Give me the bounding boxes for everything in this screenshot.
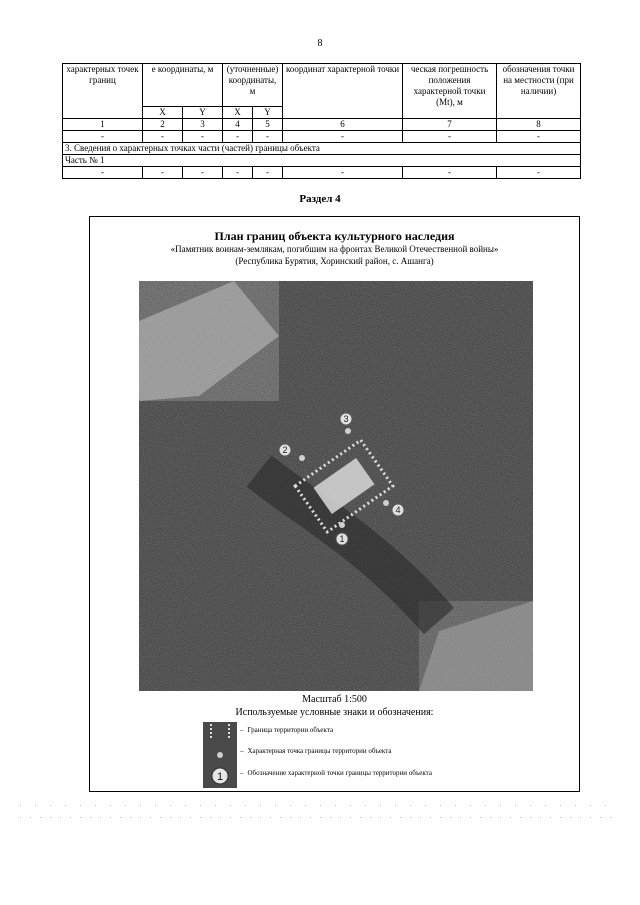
legend-label: Обозначение характерной точки границы территории объекта — [247, 769, 432, 777]
table-cell: - — [497, 167, 581, 179]
table-cell: - — [223, 131, 253, 143]
legend-item — [240, 747, 392, 755]
legend-label: Граница территории объекта — [247, 726, 334, 734]
table-subheader-cell: Y — [183, 107, 223, 119]
table-header-cell: обозначения точки на местности (при наличии) — [497, 64, 581, 119]
table-section-cell: 3. Сведения о характерных точках части (частей) границы объекта — [63, 143, 581, 155]
legend-point-icon — [217, 752, 223, 758]
point-label: 4 — [395, 505, 401, 515]
scan-artifact — [20, 817, 620, 818]
table-cell: - — [143, 131, 183, 143]
table-row — [63, 167, 581, 179]
table-cell: - — [183, 131, 223, 143]
plan-frame — [89, 216, 580, 792]
legend-swatch — [203, 722, 237, 788]
legend-point-number: 1 — [216, 771, 224, 783]
aerial-photo — [139, 281, 533, 691]
table-cell: - — [253, 131, 283, 143]
point-label: 3 — [343, 414, 349, 424]
plan-subtitle: «Памятник воинам-землякам, погибшим на фронтах Великой Отечественной войны» — [170, 244, 499, 254]
table-cell: - — [63, 167, 143, 179]
table-part-cell: Часть № 1 — [63, 155, 581, 167]
legend-label: Характерная точка границы территории объекта — [247, 747, 392, 755]
table-header-cell: (уточненные) координаты, м — [223, 64, 283, 107]
plan-scale: Масштаб 1:500 — [302, 694, 367, 705]
table-cell: 5 — [253, 119, 283, 131]
point-label: 1 — [339, 534, 345, 544]
table-cell: - — [223, 167, 253, 179]
scan-artifact — [20, 805, 620, 806]
coordinates-table — [62, 63, 581, 179]
table-header-cell: координат характерной точки — [283, 64, 403, 119]
table-row — [63, 143, 581, 155]
legend-title: Используемые условные знаки и обозначения: — [235, 707, 434, 718]
table-cell: - — [403, 131, 497, 143]
section-title: Раздел 4 — [299, 193, 341, 205]
table-cell: - — [497, 131, 581, 143]
table-header-cell: е координаты, м — [143, 64, 223, 107]
table-row — [63, 131, 581, 143]
table-cell: - — [183, 167, 223, 179]
legend-dash: – — [240, 726, 244, 734]
table-cell: 7 — [403, 119, 497, 131]
table-cell: 2 — [143, 119, 183, 131]
legend-dash: – — [240, 747, 244, 755]
table-cell: 4 — [223, 119, 253, 131]
table-cell: 1 — [63, 119, 143, 131]
legend-item — [240, 726, 333, 734]
table-cell: 8 — [497, 119, 581, 131]
table-cell: - — [63, 131, 143, 143]
table-cell: - — [283, 167, 403, 179]
table-cell: - — [253, 167, 283, 179]
legend-dash: – — [240, 769, 244, 777]
plan-location: (Республика Бурятия, Хоринский район, с. Ашанга) — [235, 256, 434, 266]
table-subheader-cell: X — [143, 107, 183, 119]
table-cell: - — [403, 167, 497, 179]
table-row — [63, 119, 581, 131]
page-number: 8 — [317, 38, 323, 49]
table-header-cell: характерных точек границ — [63, 64, 143, 119]
plan-title: План границ объекта культурного наследия — [214, 229, 455, 243]
table-cell: - — [143, 167, 183, 179]
point-label: 2 — [282, 445, 288, 455]
table-subheader-cell: Y — [253, 107, 283, 119]
table-cell: 6 — [283, 119, 403, 131]
legend-item — [240, 769, 432, 777]
table-row — [63, 155, 581, 167]
table-cell: - — [283, 131, 403, 143]
table-subheader-cell: X — [223, 107, 253, 119]
table-header-cell: ческая погрешность положения характерной точки (Mt), м — [403, 64, 497, 119]
table-cell: 3 — [183, 119, 223, 131]
